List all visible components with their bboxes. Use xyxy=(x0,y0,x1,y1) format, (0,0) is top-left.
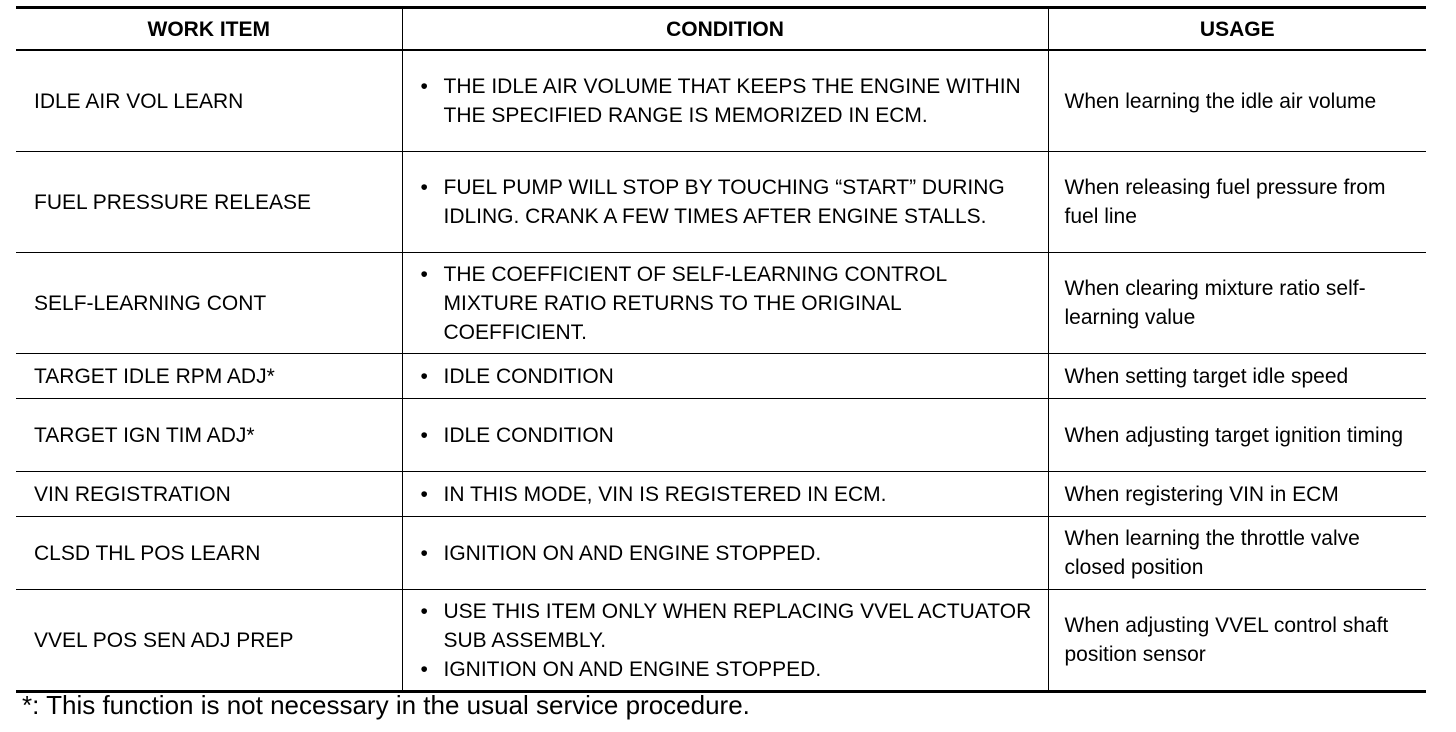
work-item-cell: VIN REGISTRATION xyxy=(16,472,402,517)
condition-item xyxy=(403,655,1038,684)
work-item-cell: SELF-LEARNING CONT xyxy=(16,253,402,354)
work-item-cell: TARGET IDLE RPM ADJ* xyxy=(16,354,402,399)
header-usage: USAGE xyxy=(1048,8,1426,51)
condition-cell xyxy=(402,152,1048,253)
table-header-row xyxy=(16,8,1426,51)
condition-list xyxy=(403,362,1038,391)
condition-text: THE COEFFICIENT OF SELF-LEARNING CONTROL MIXTURE RATIO RETURNS TO THE ORIGINAL COEFFICIENT. xyxy=(443,262,947,344)
work-item-cell: IDLE AIR VOL LEARN xyxy=(16,50,402,152)
condition-cell xyxy=(402,253,1048,354)
condition-item xyxy=(403,72,1038,130)
footnote: *: This function is not necessary in the usual service procedure. xyxy=(22,690,750,720)
condition-item xyxy=(403,421,1038,450)
usage-cell: When registering VIN in ECM xyxy=(1048,472,1426,517)
condition-text: IDLE CONDITION xyxy=(443,423,614,447)
header-work-item: WORK ITEM xyxy=(16,8,402,51)
table-row xyxy=(16,50,1426,152)
bullet-icon: • xyxy=(420,657,428,681)
condition-list xyxy=(403,72,1038,130)
bullet-icon: • xyxy=(420,423,428,447)
usage-cell: When clearing mixture ratio self-learning value xyxy=(1048,253,1426,354)
condition-text: USE THIS ITEM ONLY WHEN REPLACING VVEL ACTUATOR SUB ASSEMBLY. xyxy=(443,599,1032,652)
work-item-cell: FUEL PRESSURE RELEASE xyxy=(16,152,402,253)
condition-cell xyxy=(402,590,1048,692)
condition-list xyxy=(403,480,1038,509)
condition-cell xyxy=(402,517,1048,590)
table-row xyxy=(16,253,1426,354)
condition-item xyxy=(403,597,1038,655)
condition-list xyxy=(403,421,1038,450)
bullet-icon: • xyxy=(420,482,428,506)
usage-cell: When learning the throttle valve closed position xyxy=(1048,517,1426,590)
condition-list xyxy=(403,260,1038,347)
usage-cell: When setting target idle speed xyxy=(1048,354,1426,399)
condition-cell xyxy=(402,472,1048,517)
bullet-icon: • xyxy=(420,75,428,98)
work-support-table-container xyxy=(16,6,1426,693)
work-item-cell: CLSD THL POS LEARN xyxy=(16,517,402,590)
condition-item xyxy=(403,260,1038,347)
table-row xyxy=(16,354,1426,399)
condition-text: FUEL PUMP WILL STOP BY TOUCHING “START” DURING IDLING. CRANK A FEW TIMES AFTER ENGINE STALLS. xyxy=(443,176,1005,228)
bullet-icon: • xyxy=(420,262,428,286)
condition-list xyxy=(403,597,1038,684)
condition-text: THE IDLE AIR VOLUME THAT KEEPS THE ENGINE WITHIN THE SPECIFIED RANGE IS MEMORIZED IN ECM. xyxy=(443,75,1021,127)
header-condition: CONDITION xyxy=(402,8,1048,51)
condition-cell xyxy=(402,399,1048,472)
bullet-icon: • xyxy=(420,176,428,199)
condition-text: IN THIS MODE, VIN IS REGISTERED IN ECM. xyxy=(443,482,887,506)
work-support-table xyxy=(16,6,1426,693)
condition-text: IGNITION ON AND ENGINE STOPPED. xyxy=(443,657,822,681)
table-row xyxy=(16,152,1426,253)
table-row xyxy=(16,517,1426,590)
condition-text: IGNITION ON AND ENGINE STOPPED. xyxy=(443,541,822,565)
work-item-cell: TARGET IGN TIM ADJ* xyxy=(16,399,402,472)
usage-cell: When adjusting VVEL control shaft position sensor xyxy=(1048,590,1426,692)
usage-cell: When releasing fuel pressure from fuel line xyxy=(1048,152,1426,253)
bullet-icon: • xyxy=(420,364,428,388)
bullet-icon: • xyxy=(420,541,428,565)
condition-list xyxy=(403,173,1038,231)
table-row xyxy=(16,399,1426,472)
condition-cell xyxy=(402,354,1048,399)
condition-cell xyxy=(402,50,1048,152)
table-row xyxy=(16,590,1426,692)
usage-cell: When learning the idle air volume xyxy=(1048,50,1426,152)
work-item-cell: VVEL POS SEN ADJ PREP xyxy=(16,590,402,692)
condition-item xyxy=(403,480,1038,509)
usage-cell: When adjusting target ignition timing xyxy=(1048,399,1426,472)
condition-text: IDLE CONDITION xyxy=(443,364,614,388)
table-row xyxy=(16,472,1426,517)
condition-item xyxy=(403,362,1038,391)
condition-item xyxy=(403,539,1038,568)
condition-item xyxy=(403,173,1038,231)
bullet-icon: • xyxy=(420,599,428,623)
condition-list xyxy=(403,539,1038,568)
